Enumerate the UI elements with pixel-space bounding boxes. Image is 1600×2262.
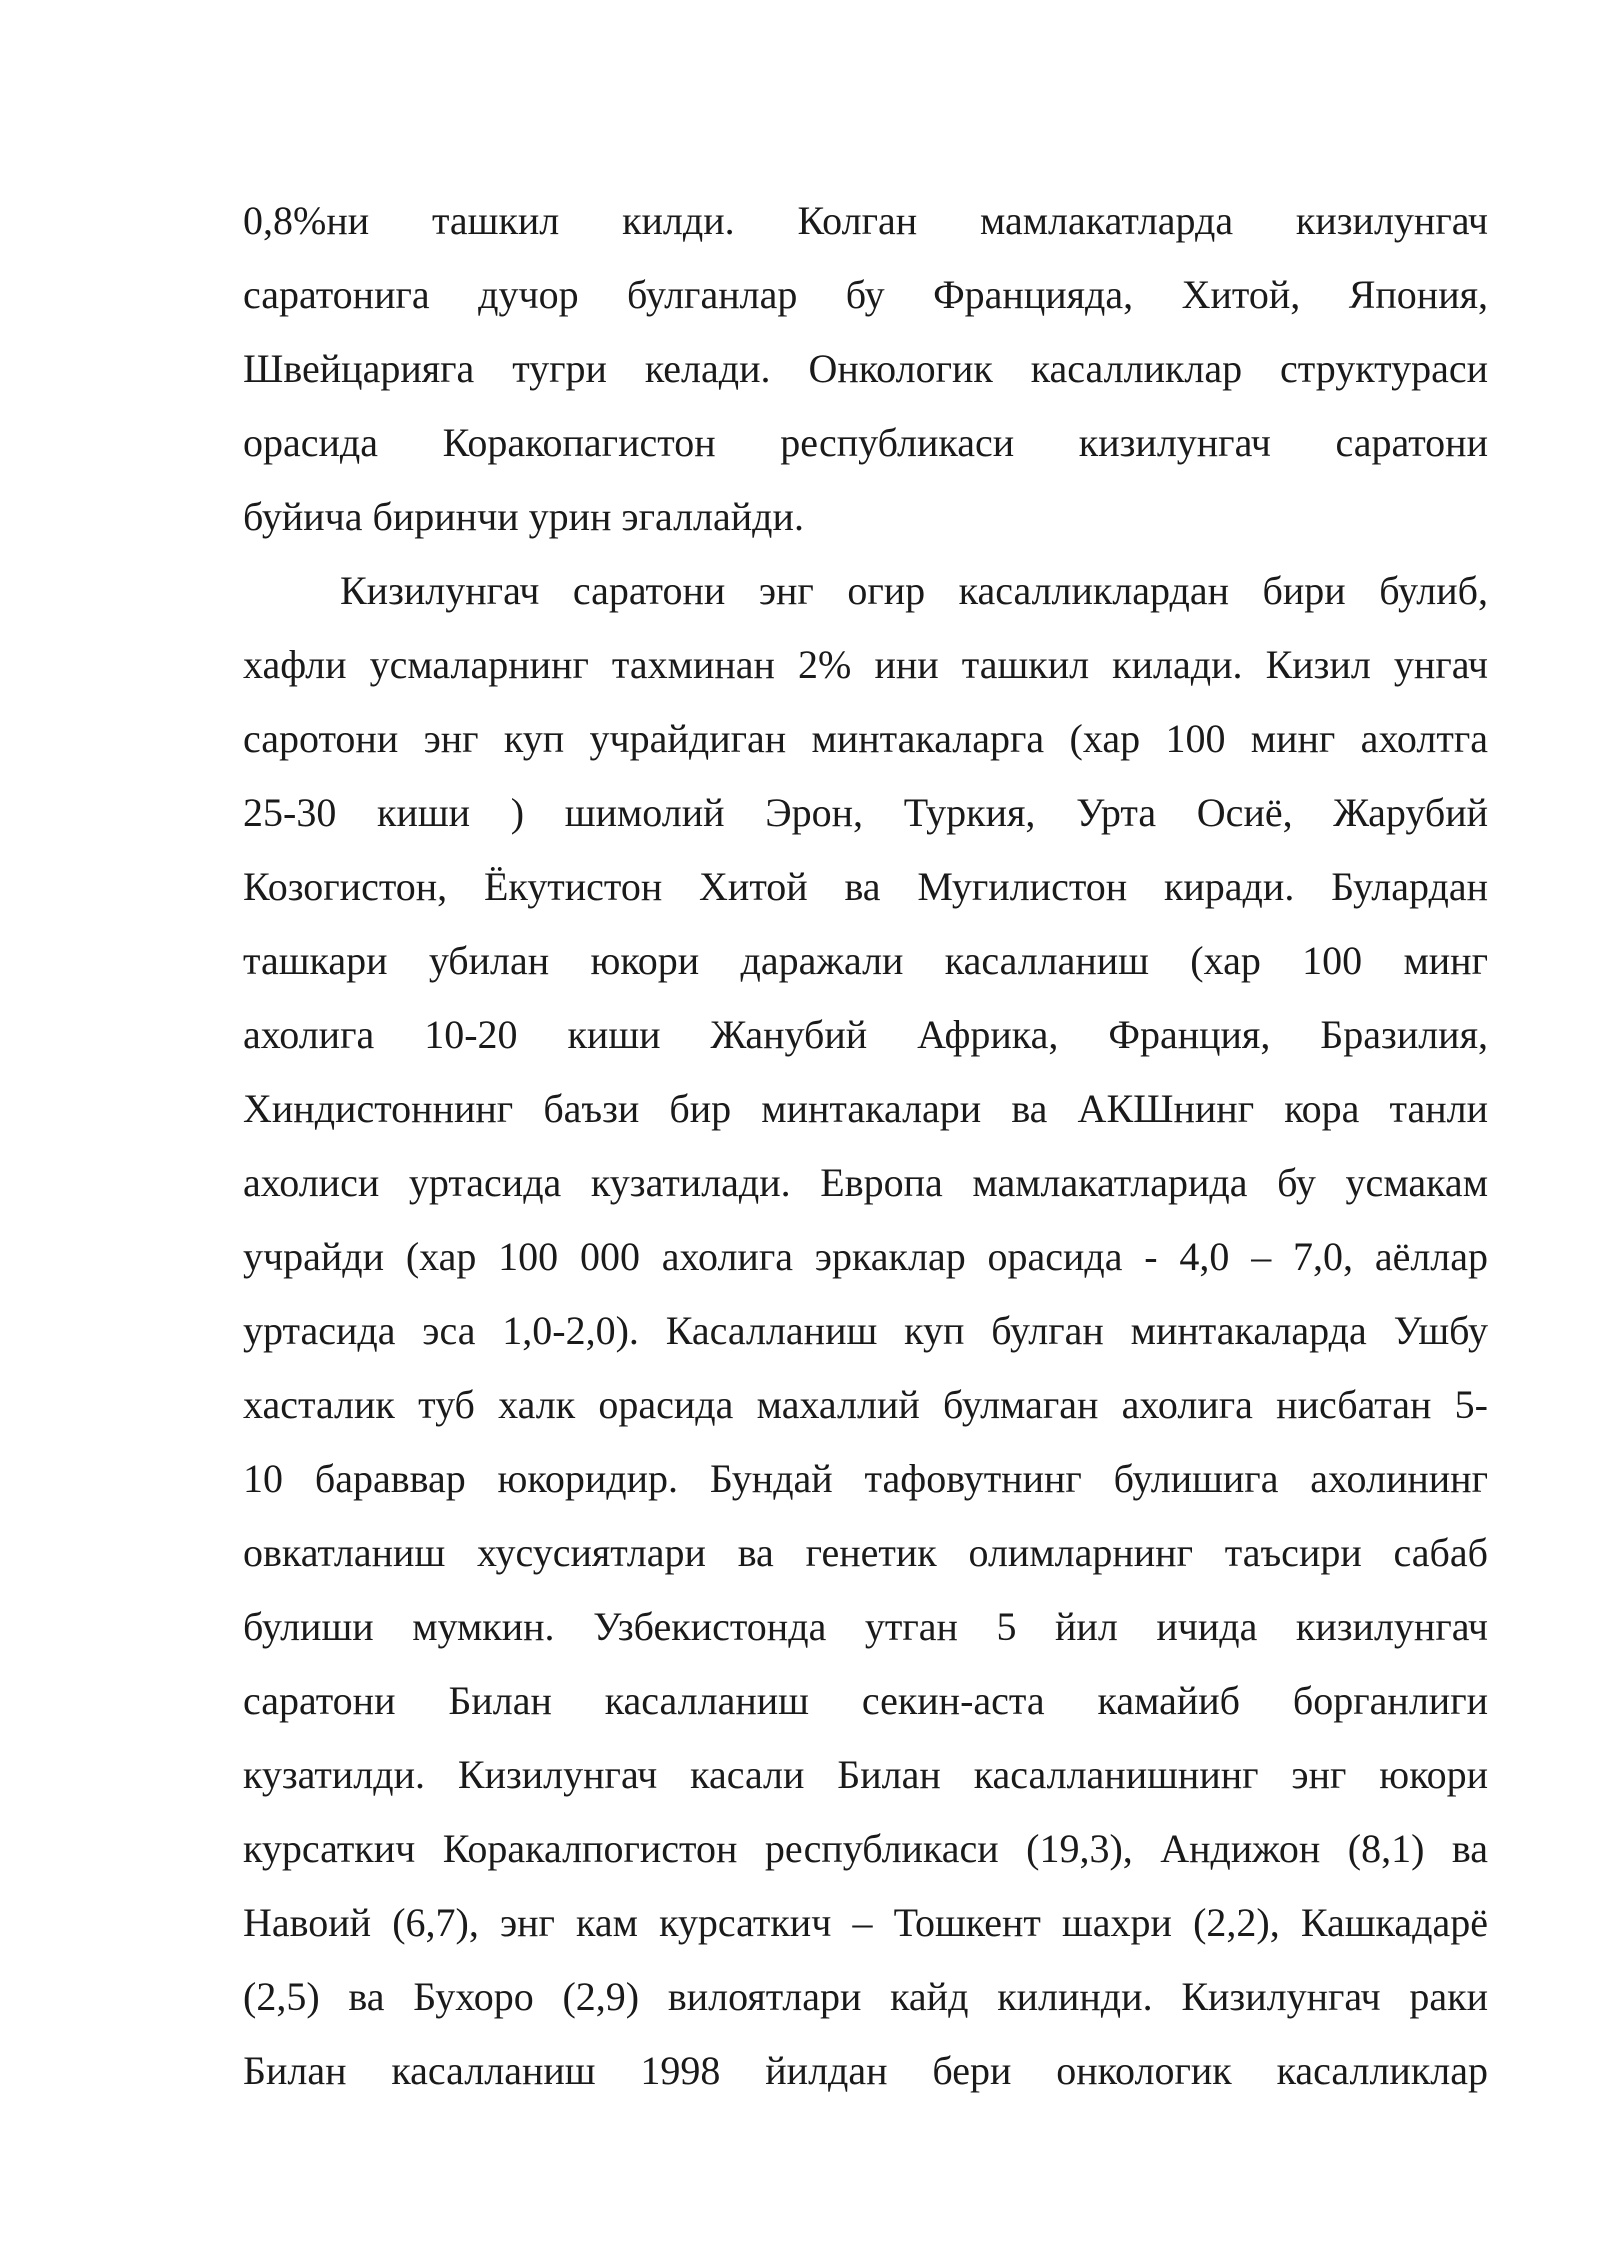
text-line: 10 бараввар юкоридир. Бундай тафовутнинг булишига ахолининг xyxy=(243,1456,1488,1501)
text-line: Кизилунгач саратони энг огир касалликлардан бири булиб, xyxy=(340,568,1488,613)
text-line: Швейцарияга тугри келади. Онкологик касалликлар структураси xyxy=(243,346,1488,391)
text-line: булиши мумкин. Узбекистонда утган 5 йил ичида кизилунгач xyxy=(243,1604,1488,1649)
text-line: Билан касалланиш 1998 йилдан бери онкологик касалликлар xyxy=(243,2048,1488,2093)
text-line: кузатилди. Кизилунгач касали Билан касалланишнинг энг юкори xyxy=(243,1752,1488,1797)
text-line: курсаткич Коракалпогистон республикаси (19,3), Андижон (8,1) ва xyxy=(243,1826,1488,1871)
text-line: уртасида эса 1,0-2,0). Касалланиш куп булган минтакаларда Ушбу xyxy=(243,1308,1488,1353)
text-line: Хиндистоннинг баъзи бир минтакалари ва АКШнинг кора танли xyxy=(243,1086,1488,1131)
text-line: саратони Билан касалланиш секин-аста камайиб борганлиги xyxy=(243,1678,1488,1723)
text-line: ахолиси уртасида кузатилади. Европа мамлакатларида бу усмакам xyxy=(243,1160,1488,1205)
text-line: саротони энг куп учрайдиган минтакаларга (хар 100 минг ахолтга xyxy=(243,716,1488,761)
text-line: буйича биринчи урин эгаллайди. xyxy=(243,494,804,539)
text-line: хасталик туб халк орасида махаллий булмаган ахолига нисбатан 5- xyxy=(243,1382,1488,1427)
text-line: ташкари убилан юкори даражали касалланиш (хар 100 минг xyxy=(243,938,1488,983)
text-line: (2,5) ва Бухоро (2,9) вилоятлари кайд килинди. Кизилунгач раки xyxy=(243,1974,1488,2019)
text-line: 25-30 киши ) шимолий Эрон, Туркия, Урта Осиё, Жарубий xyxy=(243,790,1488,835)
text-line: 0,8%ни ташкил килди. Колган мамлакатларда кизилунгач xyxy=(243,198,1488,243)
body-text xyxy=(243,184,1488,2108)
text-line: ахолига 10-20 киши Жанубий Африка, Франция, Бразилия, xyxy=(243,1012,1488,1057)
text-line: хафли усмаларнинг тахминан 2% ини ташкил килади. Кизил унгач xyxy=(243,642,1488,687)
text-line: саратонига дучор булганлар бу Францияда, Хитой, Япония, xyxy=(243,272,1488,317)
text-line: Козогистон, Ёкутистон Хитой ва Мугилистон киради. Булардан xyxy=(243,864,1488,909)
text-line: орасида Коракопагистон республикаси кизилунгач саратони xyxy=(243,420,1488,465)
text-line: учрайди (хар 100 000 ахолига эркаклар орасида - 4,0 – 7,0, аёллар xyxy=(243,1234,1488,1279)
text-line: Навоий (6,7), энг кам курсаткич – Тошкент шахри (2,2), Кашкадарё xyxy=(243,1900,1488,1945)
text-line: овкатланиш хусусиятлари ва генетик олимларнинг таъсири сабаб xyxy=(243,1530,1488,1575)
